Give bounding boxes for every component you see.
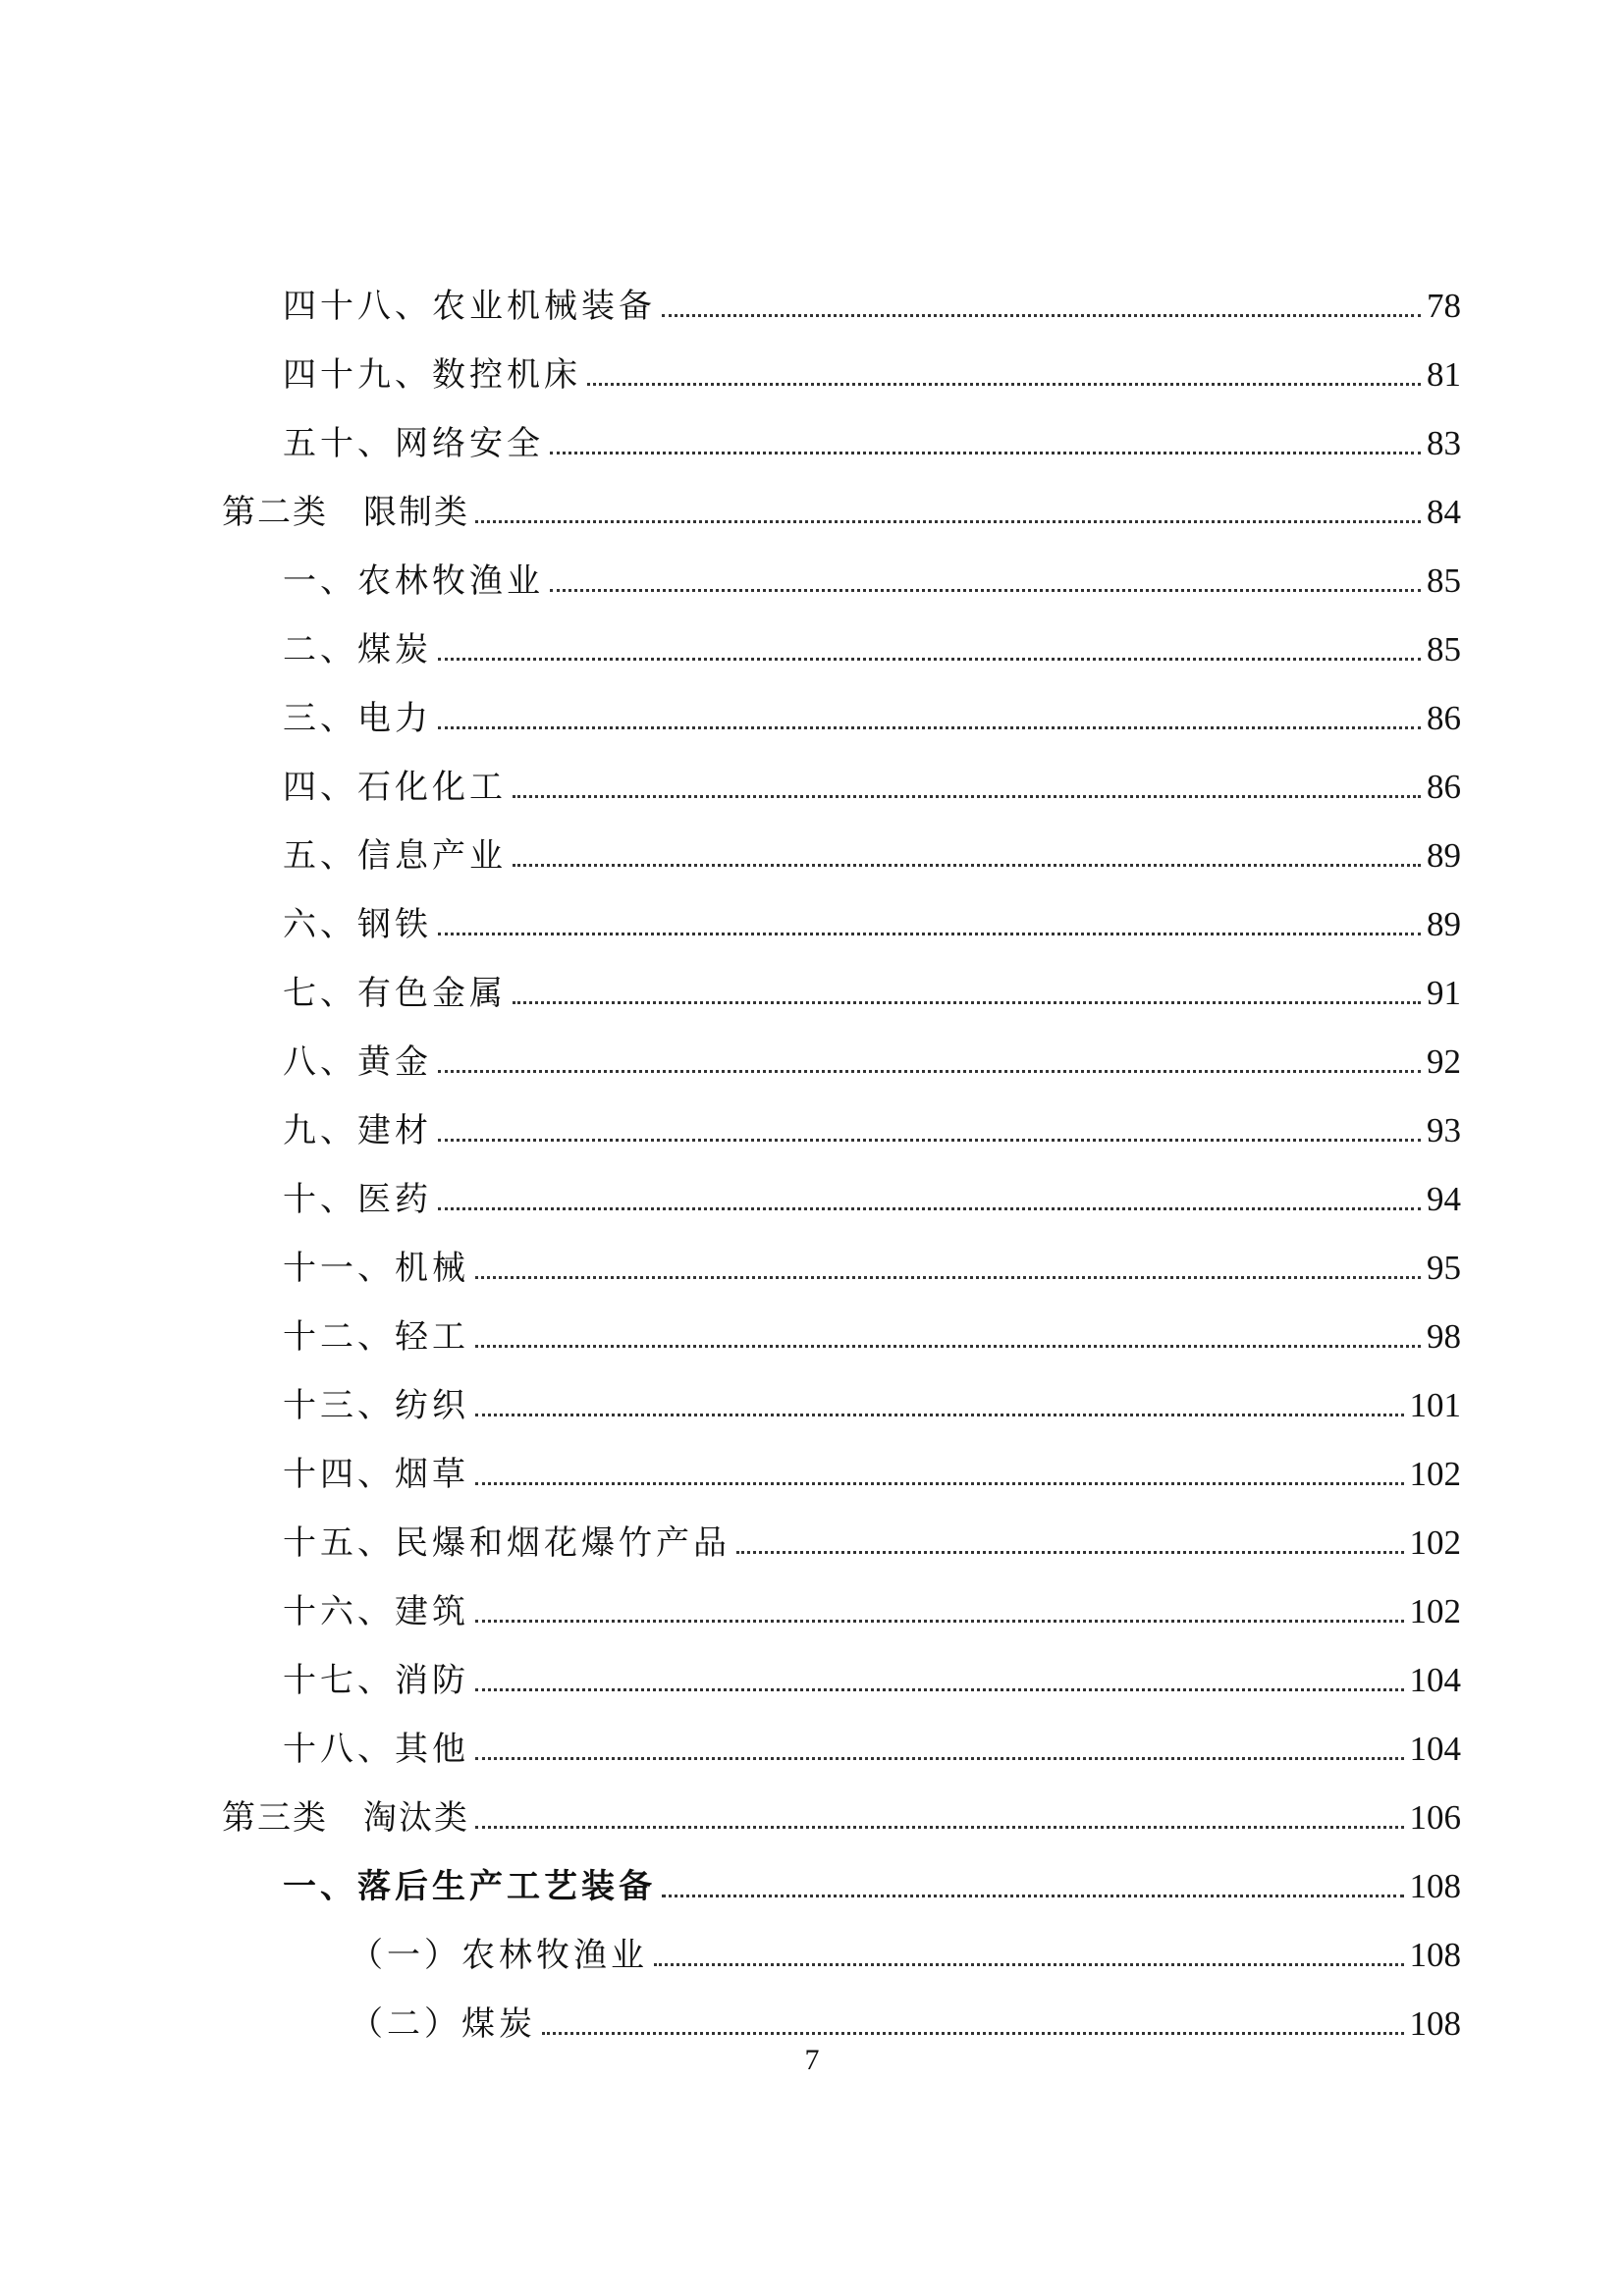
toc-entry[interactable] — [283, 1855, 1461, 1906]
toc-entry-title: 十二、轻工 — [283, 1317, 469, 1357]
dot-leader — [550, 452, 1421, 454]
toc-entry-title: 九、建材 — [283, 1111, 432, 1150]
toc-entry-page: 108 — [1409, 1867, 1461, 1905]
toc-entry-page: 104 — [1409, 1730, 1461, 1768]
dot-leader — [475, 1826, 1404, 1829]
dot-leader — [654, 1963, 1404, 1966]
toc-entry-page: 104 — [1409, 1661, 1461, 1699]
toc-entry-page: 93 — [1427, 1111, 1461, 1149]
toc-entry[interactable] — [283, 275, 1461, 326]
toc-entry-title: 十四、烟草 — [283, 1455, 469, 1494]
toc-entry-title: 四、石化化工 — [283, 768, 507, 807]
toc-entry[interactable] — [283, 344, 1461, 395]
toc-entry[interactable] — [222, 481, 1461, 532]
toc-entry-title: 六、钢铁 — [283, 905, 432, 944]
dot-leader — [587, 383, 1421, 386]
toc-entry-page: 89 — [1427, 836, 1461, 875]
toc-entry-page: 98 — [1427, 1317, 1461, 1356]
toc-entry-title: 十三、纺织 — [283, 1386, 469, 1425]
toc-entry-page: 95 — [1427, 1249, 1461, 1287]
toc-entry-page: 102 — [1409, 1592, 1461, 1630]
toc-entry-title: 五十、网络安全 — [283, 424, 544, 463]
dot-leader — [438, 933, 1421, 935]
toc-entry-page: 85 — [1427, 561, 1461, 600]
toc-entry-title: 十五、民爆和烟花爆竹产品 — [283, 1523, 731, 1563]
dot-leader — [475, 1620, 1404, 1623]
toc-entry-page: 108 — [1409, 1936, 1461, 1974]
toc-entry-title: 第三类 淘汰类 — [222, 1798, 469, 1838]
toc-entry[interactable] — [283, 1031, 1461, 1082]
toc-entry-page: 94 — [1427, 1180, 1461, 1218]
dot-leader — [513, 864, 1421, 867]
toc-entry-title: 十七、消防 — [283, 1661, 469, 1700]
toc-entry[interactable] — [283, 825, 1461, 876]
toc-entry[interactable] — [283, 1512, 1461, 1563]
toc-entry[interactable] — [350, 1924, 1461, 1975]
toc-entry-title: 四十九、数控机床 — [283, 355, 581, 395]
dot-leader — [475, 1482, 1404, 1485]
toc-entry-page: 86 — [1427, 768, 1461, 806]
toc-entry-page: 78 — [1427, 287, 1461, 325]
dot-leader — [475, 1276, 1421, 1279]
toc-entry-title: （一）农林牧渔业 — [350, 1936, 648, 1975]
toc-entry-title: 八、黄金 — [283, 1042, 432, 1082]
dot-leader — [438, 1070, 1421, 1073]
toc-entry-page: 84 — [1427, 493, 1461, 531]
dot-leader — [475, 520, 1421, 523]
dot-leader — [438, 658, 1421, 661]
toc-entry-title: 十一、机械 — [283, 1249, 469, 1288]
toc-entry-page: 101 — [1409, 1386, 1461, 1424]
toc-entry[interactable] — [283, 1237, 1461, 1288]
toc-entry-page: 86 — [1427, 699, 1461, 737]
toc-entry[interactable] — [283, 962, 1461, 1013]
dot-leader — [550, 589, 1421, 592]
toc-entry[interactable] — [283, 893, 1461, 944]
toc-entry-title: （二）煤炭 — [350, 2004, 536, 2044]
toc-entry-page: 85 — [1427, 630, 1461, 668]
dot-leader — [438, 726, 1421, 729]
toc-entry-page: 102 — [1409, 1523, 1461, 1562]
toc-entry[interactable] — [283, 1580, 1461, 1631]
toc-entry-page: 89 — [1427, 905, 1461, 943]
toc-entry[interactable] — [283, 1649, 1461, 1700]
dot-leader — [542, 2032, 1404, 2035]
toc-entry[interactable] — [283, 1374, 1461, 1425]
toc-entry-title: 七、有色金属 — [283, 974, 507, 1013]
toc-entry[interactable] — [283, 1443, 1461, 1494]
toc-entry[interactable] — [283, 687, 1461, 738]
toc-entry-title: 十八、其他 — [283, 1730, 469, 1769]
dot-leader — [438, 1139, 1421, 1142]
dot-leader — [475, 1345, 1421, 1348]
dot-leader — [475, 1688, 1404, 1691]
toc-entry-title: 五、信息产业 — [283, 836, 507, 876]
toc-entry[interactable] — [283, 618, 1461, 669]
toc-entry[interactable] — [283, 1718, 1461, 1769]
toc-entry-page: 81 — [1427, 355, 1461, 394]
toc-entry-title: 一、落后生产工艺装备 — [283, 1867, 656, 1906]
toc-entry-page: 83 — [1427, 424, 1461, 462]
toc-entry[interactable] — [283, 1306, 1461, 1357]
dot-leader — [662, 314, 1421, 317]
toc-entry-title: 十六、建筑 — [283, 1592, 469, 1631]
toc-entry-title: 四十八、农业机械装备 — [283, 287, 656, 326]
dot-leader — [662, 1895, 1404, 1897]
toc-entry-title: 十、医药 — [283, 1180, 432, 1219]
toc-entry-page: 92 — [1427, 1042, 1461, 1081]
toc-entry-page: 91 — [1427, 974, 1461, 1012]
dot-leader — [475, 1414, 1404, 1416]
toc-entry-page: 102 — [1409, 1455, 1461, 1493]
dot-leader — [736, 1551, 1404, 1554]
dot-leader — [438, 1207, 1421, 1210]
toc-entry-title: 三、电力 — [283, 699, 432, 738]
toc-entry-title: 第二类 限制类 — [222, 493, 469, 532]
toc-entry[interactable] — [283, 1099, 1461, 1150]
dot-leader — [513, 1001, 1421, 1004]
toc-entry[interactable] — [283, 550, 1461, 601]
toc-entry-page: 108 — [1409, 2004, 1461, 2043]
toc-entry[interactable] — [222, 1787, 1461, 1838]
toc-entry-page: 106 — [1409, 1798, 1461, 1837]
dot-leader — [475, 1757, 1404, 1760]
toc-entry-title: 二、煤炭 — [283, 630, 432, 669]
page-number: 7 — [804, 2044, 820, 2076]
toc-entry-title: 一、农林牧渔业 — [283, 561, 544, 601]
dot-leader — [513, 795, 1421, 798]
toc-entry[interactable] — [283, 1168, 1461, 1219]
toc-entry[interactable] — [283, 412, 1461, 463]
toc-entry[interactable] — [350, 1993, 1461, 2044]
toc-entry[interactable] — [283, 756, 1461, 807]
